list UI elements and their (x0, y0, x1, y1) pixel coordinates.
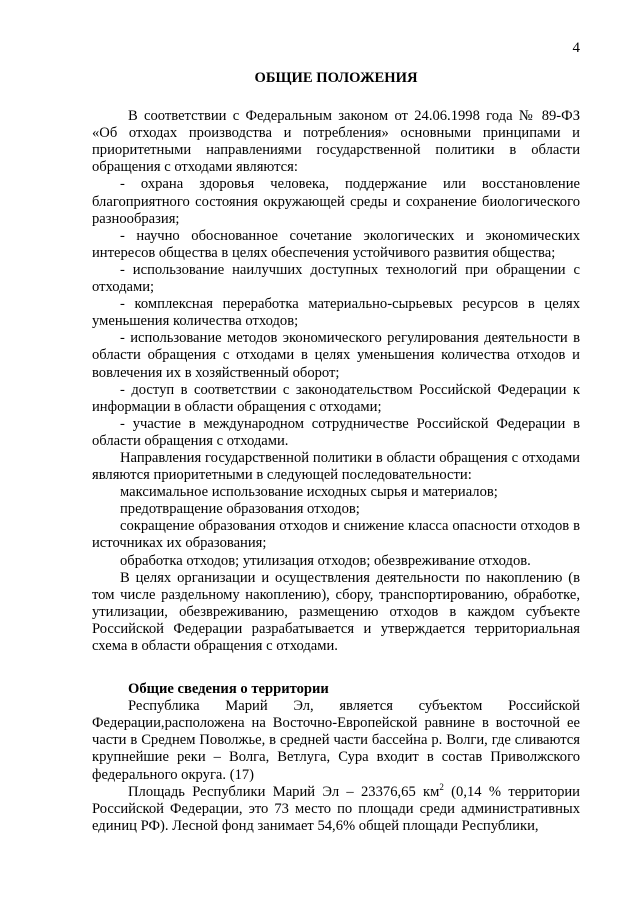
direction-item: обработка отходов; утилизация отходов; обезвреживание отходов. (120, 552, 531, 569)
section-heading: ОБЩИЕ ПОЛОЖЕНИЯ (254, 70, 418, 86)
principle-item: - использование методов экономического регулирования деятельности в области обращения с отходами в целях уменьшения количества отходов и вовлечения их в хозяйственный оборот; (92, 330, 580, 381)
area-text-start: Площадь Республики Марий Эл – 23376,65 км (128, 783, 440, 800)
principle-item: - комплексная переработка материально-сырьевых ресурсов в целях уменьшения количества отходов; (92, 296, 580, 330)
principle-item: - научно обоснованное сочетание экологических и экономических интересов общества в целях обеспечения устойчивого развития общества; (92, 227, 580, 261)
directions-intro-paragraph: Направления государственной политики в области обращения с отходами являются приоритетными в следующей последовательности: (92, 449, 580, 484)
direction-item: максимальное использование исходных сырья и материалов; (120, 484, 498, 501)
principle-item: - использование наилучших доступных технологий при обращении с отходами; (92, 261, 580, 296)
area-text-end: (0,14 % территории Российской Федерации, это 73 место по площади среди административных единиц РФ). Лесной фонд занимает 54,6% общей площади Республики, (92, 783, 580, 834)
territory-subheading: Общие сведения о территории (128, 681, 329, 698)
area-paragraph (92, 781, 580, 835)
intro-paragraph: В соответствии с Федеральным законом от 24.06.1998 года № 89-ФЗ «Об отходах производства и потребления» основными принципами и приоритетными направлениями государственной политики в области обращения с отходами являются: (92, 108, 580, 176)
direction-item: предотвращение образования отходов; (120, 501, 360, 518)
principle-item: - охрана здоровья человека, поддержание или восстановление благоприятного состояния окружающей среды и сохранение биологического разнообразия; (92, 176, 580, 227)
area-superscript: 2 (439, 781, 444, 792)
direction-item: сокращение образования отходов и снижение класса опасности отходов в источниках их образования; (92, 518, 580, 552)
principle-item: - участие в международном сотрудничестве Российской Федерации в области обращения с отходами. (92, 415, 580, 449)
principle-item: - доступ в соответствии с законодательством Российской Федерации к информации в области обращения с отходами; (92, 381, 580, 415)
page-number: 4 (572, 40, 580, 56)
territory-paragraph: Республика Марий Эл, является субъектом Российской Федерации,расположена на Восточно-Европейской равнине в восточной ее части в Среднем Поволжье, в средней части бассейна р. Волги, где сливаются крупнейшие реки – Волга, Ветлуга, Сура входит в состав Приволжского федерального округа. (17) (92, 698, 580, 783)
document-body (92, 70, 580, 835)
territorial-scheme-paragraph: В целях организации и осуществления деятельности по накоплению (в том числе раздельному накоплению), сбору, транспортированию, обработке, утилизации, обезвреживанию, размещению отходов в каждом субъекте Российской Федерации разрабатывается и утверждается территориальная схема в области обращения с отходами. (92, 569, 580, 654)
